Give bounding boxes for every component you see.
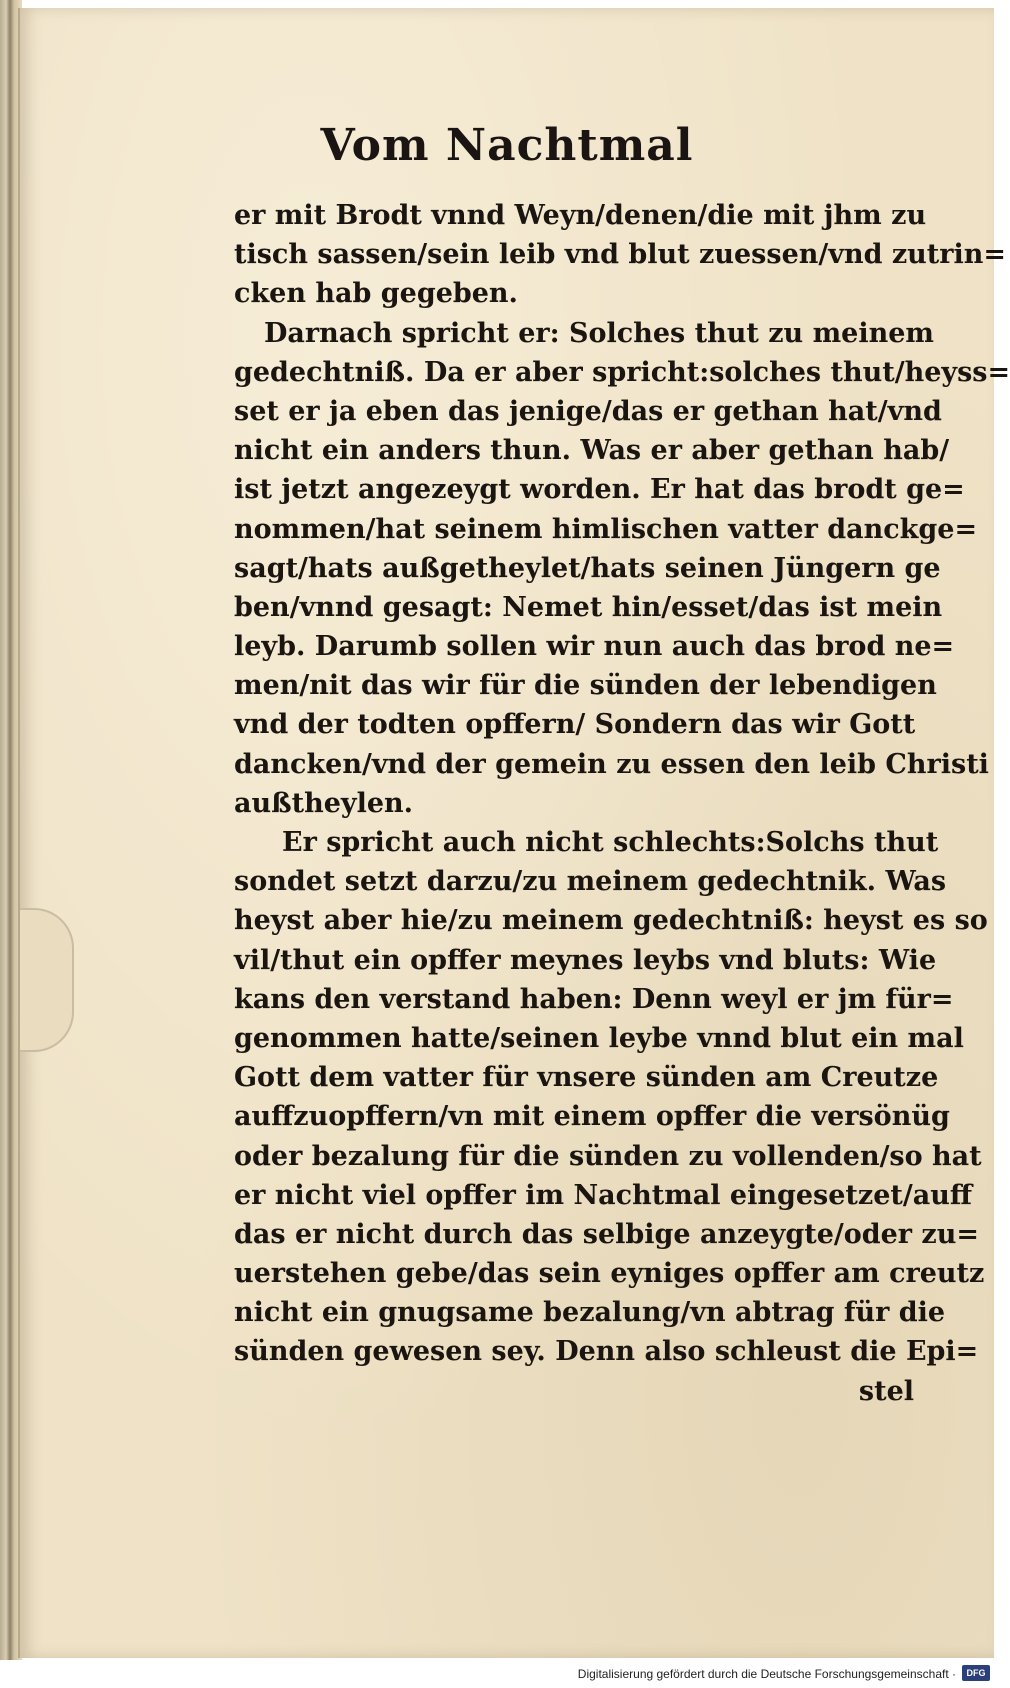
page-tab-notch: [20, 908, 74, 1052]
text-line: stel: [858, 1375, 914, 1407]
text-line: heyst aber hie/zu meinem gedechtniß: heyst es so: [234, 905, 988, 937]
text-line: genommen hatte/seinen leybe vnnd blut ein mal: [234, 1022, 964, 1054]
text-line: sagt/hats außgetheylet/hats seinen Jüngern ge: [234, 552, 941, 584]
text-line: tisch sassen/sein leib vnd blut zuessen/vnd zutrin=: [234, 239, 1007, 271]
text-line: nicht ein gnugsame bezalung/vn abtrag für die: [234, 1297, 946, 1329]
text-line: außtheylen.: [234, 787, 414, 819]
text-line: men/nit das wir für die sünden der lebendigen: [234, 670, 937, 702]
running-headline: Vom Nachtmal: [320, 120, 694, 171]
text-line: nicht ein anders thun. Was er aber gethan hab/: [234, 435, 950, 467]
text-line: set er ja eben das jenige/das er gethan hat/vnd: [234, 395, 942, 427]
text-line: Darnach spricht er: Solches thut zu meinem: [264, 317, 934, 349]
book-page: [18, 8, 1010, 1658]
text-line: vnd der todten opffern/ Sondern das wir Gott: [234, 709, 916, 741]
text-line: auffzuopffern/vn mit einem opffer die versönüg: [234, 1101, 950, 1133]
text-line: leyb. Darumb sollen wir nun auch das brod ne=: [234, 631, 955, 663]
text-line: gedechtniß. Da er aber spricht:solches thut/heyss=: [234, 356, 1010, 388]
text-line: er mit Brodt vnnd Weyn/denen/die mit jhm zu: [234, 200, 927, 231]
text-line: ben/vnnd gesagt: Nemet hin/esset/das ist mein: [234, 591, 943, 623]
text-line: Gott dem vatter für vnsere sünden am Creutze: [234, 1062, 939, 1094]
text-line: cken hab gegeben.: [234, 278, 518, 310]
dfg-logo-icon: DFG: [962, 1665, 990, 1681]
text-line: nommen/hat seinem himlischen vatter danckge=: [234, 513, 978, 545]
footer-bar: [0, 1660, 1000, 1688]
text-line: oder bezalung für die sünden zu vollenden/so hat: [234, 1140, 982, 1172]
funding-credit: Digitalisierung gefördert durch die Deutsche Forschungsgemeinschaft ·: [577, 1667, 956, 1681]
text-line: Er spricht auch nicht schlechts:Solchs thut: [282, 827, 939, 858]
text-line: er nicht viel opffer im Nachtmal eingesetzet/auff: [234, 1179, 973, 1211]
text-line: sünden gewesen sey. Denn also schleust die Epi=: [234, 1336, 979, 1368]
text-line: sondet setzt darzu/zu meinem gedechtnik. Was: [234, 866, 947, 898]
text-line: ist jetzt angezeygt worden. Er hat das brodt ge=: [234, 474, 965, 506]
text-line: dancken/vnd der gemein zu essen den leib Christi: [234, 748, 989, 780]
text-line: uerstehen gebe/das sein eyniges opffer am creutz: [234, 1258, 985, 1290]
page-body-text: [234, 196, 1010, 1411]
text-line: das er nicht durch das selbige anzeygte/oder zu=: [234, 1218, 980, 1250]
text-line: vil/thut ein opffer meynes leybs vnd bluts: Wie: [234, 944, 937, 976]
text-line: kans den verstand haben: Denn weyl er jm für=: [234, 983, 954, 1015]
